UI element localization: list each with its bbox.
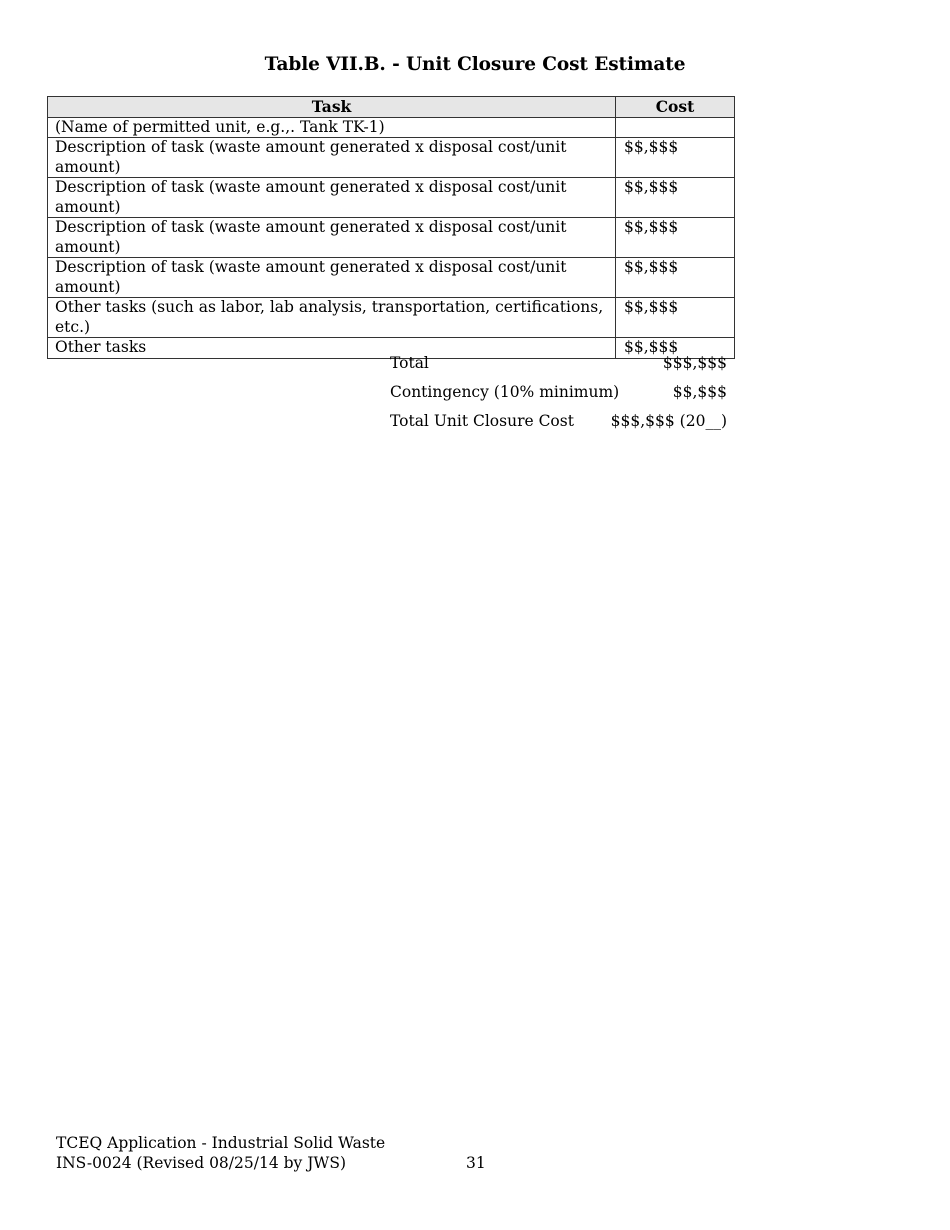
- task-column-header: Task: [48, 97, 616, 118]
- cost-cell: [616, 117, 735, 138]
- table-row: [48, 138, 735, 178]
- grand-total-label: Total Unit Closure Cost: [390, 412, 574, 430]
- summary-total: [390, 354, 727, 374]
- table-title: Table VII.B. - Unit Closure Cost Estimate: [264, 54, 686, 75]
- task-cell: Other tasks (such as labor, lab analysis, transportation, certifications, etc.): [48, 298, 616, 338]
- summary-contingency: [390, 383, 727, 403]
- cost-cell: $$,$$$: [616, 138, 735, 178]
- grand-total-value: $$$,$$$ (20__): [610, 412, 727, 430]
- task-cell: Description of task (waste amount generated x disposal cost/unit amount): [48, 178, 616, 218]
- table-row: [48, 298, 735, 338]
- cost-cell: $$,$$$: [616, 218, 735, 258]
- task-cell: Description of task (waste amount generated x disposal cost/unit amount): [48, 258, 616, 298]
- task-cell: Other tasks: [48, 338, 616, 359]
- task-cell: Description of task (waste amount generated x disposal cost/unit amount): [48, 138, 616, 178]
- page-number: 31: [466, 1154, 486, 1172]
- table-row: [48, 258, 735, 298]
- table-header-row: [48, 97, 735, 118]
- contingency-value: $$,$$$: [672, 383, 727, 401]
- footer-form-revision: INS-0024 (Revised 08/25/14 by JWS): [56, 1154, 347, 1172]
- task-cell: (Name of permitted unit, e.g.,. Tank TK-1): [48, 117, 616, 138]
- footer-application-name: TCEQ Application - Industrial Solid Waste: [56, 1134, 386, 1152]
- cost-estimate-table: [47, 96, 735, 359]
- cost-cell: $$,$$$: [616, 178, 735, 218]
- summary-grand-total: [390, 412, 727, 432]
- cost-cell: $$,$$$: [616, 298, 735, 338]
- cost-column-header: Cost: [616, 97, 735, 118]
- table-row: [48, 178, 735, 218]
- total-value: $$$,$$$: [662, 354, 727, 372]
- task-cell: Description of task (waste amount generated x disposal cost/unit amount): [48, 218, 616, 258]
- cost-cell: $$,$$$: [616, 338, 735, 359]
- contingency-label: Contingency (10% minimum): [390, 383, 620, 401]
- total-label: Total: [390, 354, 429, 372]
- table-row: [48, 218, 735, 258]
- cost-cell: $$,$$$: [616, 258, 735, 298]
- table-row: [48, 117, 735, 138]
